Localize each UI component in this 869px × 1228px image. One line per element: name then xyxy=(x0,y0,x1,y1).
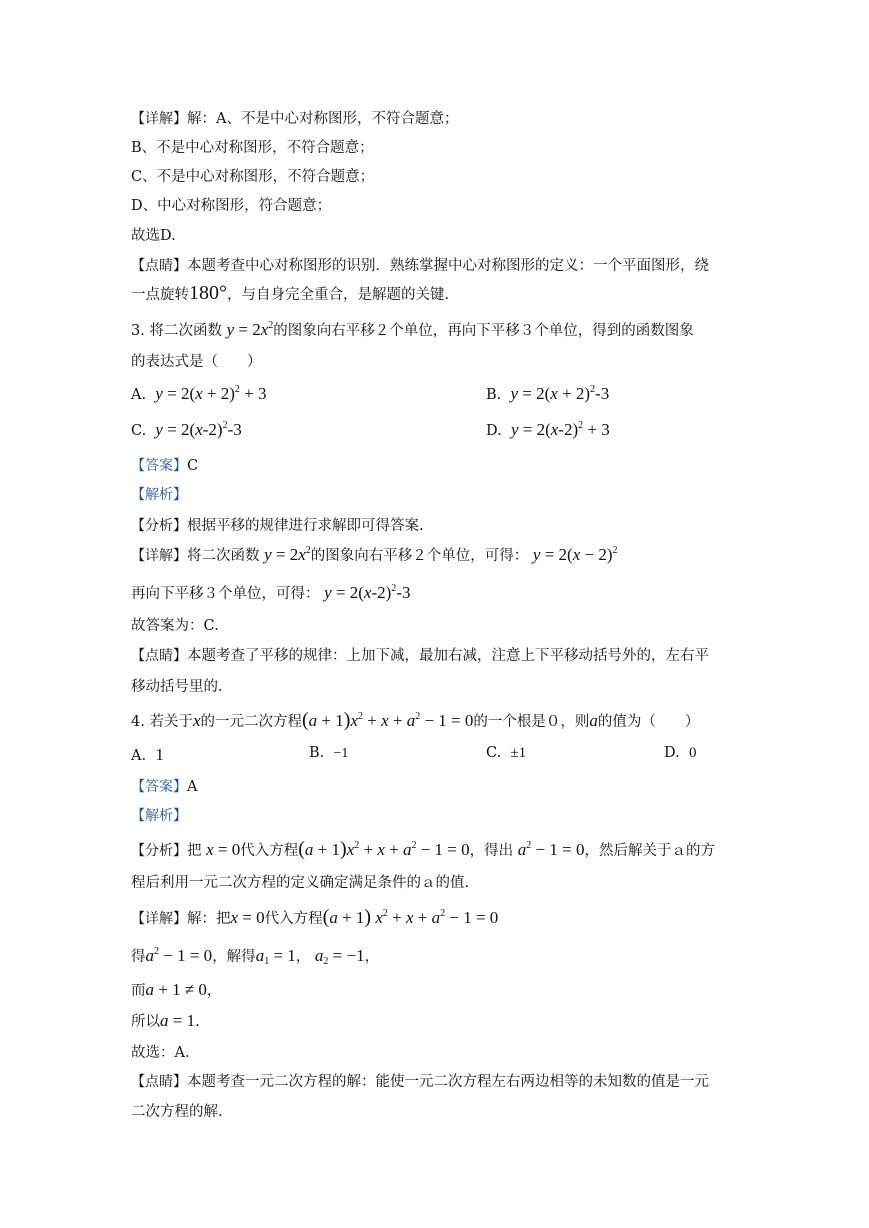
q4-option-b xyxy=(309,745,348,762)
detail-text: 得 xyxy=(131,949,146,965)
option-label: A. xyxy=(131,387,147,403)
q3-comment-line-1 xyxy=(131,644,709,665)
q3-option-d xyxy=(486,420,610,440)
comment-text: ，与自身完全重合，是解题的关键. xyxy=(227,287,450,303)
detail-text: 的图象向右平移２个单位，可得： xyxy=(310,548,529,564)
q4-detail-line-2: 得$a^2 - 1 = 0$，解得$a_1 = 1$， $a_2 = -1$， xyxy=(131,946,380,967)
detail-text: 所以 xyxy=(131,1014,160,1030)
comment-text: 本题考查中心对称图形的识别．熟练掌握中心对称图形的定义：一个平面图形，绕 xyxy=(187,258,709,274)
q4-option-c xyxy=(486,745,526,762)
q2-comment-line-1 xyxy=(131,254,709,275)
analyze-text: 把 xyxy=(187,843,202,859)
question-number: 4. xyxy=(131,714,145,730)
comment-text: 本题考查了平移的规律：上加下减，最加右减，注意上下平移动括号外的，左右平 xyxy=(187,648,709,664)
detail-label: 【详解】 xyxy=(131,111,187,127)
stem-text: 的一个根是０，则 xyxy=(473,714,590,730)
root-2: $a_2 = -1$ xyxy=(314,946,365,967)
answer-label: 【答案】 xyxy=(131,779,187,795)
detail-result: $y = 2(x - 2)^2$ xyxy=(532,545,618,564)
q4-analyze-line-2: 程后利用一元二次方程的定义确定满足条件的ａ的值. xyxy=(131,875,470,891)
var-a: a xyxy=(589,711,598,730)
option-expr: 0 xyxy=(688,745,697,761)
q3-stem-line-1 xyxy=(131,319,694,340)
option-label: D. xyxy=(664,745,680,761)
stem-function: $y = 2x^2$ xyxy=(226,320,274,339)
detail-text: ，解得 xyxy=(212,949,256,965)
option-label: C. xyxy=(131,423,147,439)
detail-text: 再向下平移３个单位，可得： xyxy=(131,586,320,602)
angle-math: 180° xyxy=(189,282,227,304)
detail-eq: a + 1 ≠ 0 xyxy=(145,980,207,999)
option-expr: $y = 2(x-2)^2 + 3$ xyxy=(510,420,610,439)
q4-detail-line-3: 而a + 1 ≠ 0， xyxy=(131,980,222,999)
analyze-text: ，然后解关于ａ的方 xyxy=(584,843,715,859)
q2-conclusion: 故选D. xyxy=(131,228,176,244)
q3-option-a xyxy=(131,384,267,404)
q3-comment-line-2: 移动括号里的. xyxy=(131,679,223,695)
q2-comment-line-2 xyxy=(131,282,449,305)
option-expr: $y = 2(x + 2)^2 + 3$ xyxy=(155,384,267,403)
comment-text: 一点旋转 xyxy=(131,287,189,303)
detail-text: 将二次函数 xyxy=(187,548,260,564)
detail-label: 【详解】 xyxy=(131,911,187,927)
q2-line-d: D、中心对称图形，符合题意； xyxy=(131,198,332,214)
q4-option-d xyxy=(664,745,696,762)
stem-text: 若关于 xyxy=(149,714,193,730)
detail-sub: x = 0 xyxy=(230,908,265,927)
q2-line-c: C、不是中心对称图形，不符合题意； xyxy=(131,169,375,185)
analyze-text: ，得出 xyxy=(469,843,514,859)
detail-eq: $a^2 - 1 = 0$ xyxy=(145,946,213,965)
detail-eq: a = 1 xyxy=(160,1011,196,1030)
q2-detail-line xyxy=(131,107,458,128)
q3-analyze-line xyxy=(131,514,424,535)
stem-text: 的图象向右平移２个单位，再向下平移３个单位，得到的函数图象 xyxy=(273,323,694,339)
comment-text: 本题考查一元二次方程的解：能使一元二次方程左右两边相等的未知数的值是一元 xyxy=(187,1074,709,1090)
detail-label: 【详解】 xyxy=(131,548,187,564)
answer-label: 【答案】 xyxy=(131,458,187,474)
q4-answer xyxy=(131,776,197,796)
q4-detail-line-1 xyxy=(131,906,498,929)
q3-answer xyxy=(131,455,198,475)
q4-comment-line-1 xyxy=(131,1070,709,1091)
root-1: $a_1 = 1$ xyxy=(255,946,296,967)
q3-analysis-label: 【解析】 xyxy=(131,487,187,503)
stem-text: 的一元二次方程 xyxy=(200,714,302,730)
option-expr: $y = 2(x + 2)^2-3$ xyxy=(510,384,610,403)
q4-option-a xyxy=(131,745,164,765)
comment-label: 【点睛】 xyxy=(131,648,187,664)
q3-detail-line-1 xyxy=(131,544,618,565)
option-expr: ±1 xyxy=(510,745,527,761)
stem-text: 的值为（ ） xyxy=(597,714,700,730)
answer-value: C xyxy=(187,458,199,474)
analyze-text: 根据平移的规律进行求解即可得答案. xyxy=(187,518,424,534)
option-expr: $y = 2(x-2)^2-3$ xyxy=(155,420,242,439)
var-x: x xyxy=(192,711,201,730)
detail-result: $y = 2(x-2)^2-3$ xyxy=(324,583,411,602)
stem-text: 将二次函数 xyxy=(149,323,222,339)
analyze-result: $a^2 - 1 = 0$ xyxy=(517,840,585,859)
question-number: 3. xyxy=(131,323,145,339)
analyze-equation: $(a + 1)x^2 + x + a^2 - 1 = 0$ xyxy=(298,838,470,860)
comment-label: 【点睛】 xyxy=(131,1074,187,1090)
detail-text: 代入方程 xyxy=(264,911,323,927)
q4-comment-line-2: 二次方程的解. xyxy=(131,1104,223,1120)
stem-equation: $(a + 1)x^2 + x + a^2 - 1 = 0$ xyxy=(302,709,474,731)
q4-analysis-label: 【解析】 xyxy=(131,808,187,824)
q2-line-b: B、不是中心对称图形，不符合题意； xyxy=(131,140,374,156)
detail-equation: (a + 1) $x^2 + x + a^2 - 1 = 0$ xyxy=(322,906,499,928)
option-label: C. xyxy=(486,745,502,761)
analyze-text: 代入方程 xyxy=(240,843,299,859)
option-expr: −1 xyxy=(333,746,349,761)
q3-option-b xyxy=(486,384,609,404)
option-label: D. xyxy=(486,423,502,439)
q4-detail-line-4: 所以a = 1. xyxy=(131,1011,200,1030)
analyze-label: 【分析】 xyxy=(131,843,187,859)
q3-detail-line-2 xyxy=(131,582,410,603)
detail-text: 解：A、不是中心对称图形，不符合题意； xyxy=(187,111,459,127)
comment-label: 【点睛】 xyxy=(131,258,187,274)
q4-stem-line xyxy=(131,709,699,732)
q3-stem-line-2: 的表达式是（ ） xyxy=(131,354,262,370)
q3-option-c xyxy=(131,420,242,440)
analyze-sub: x = 0 xyxy=(206,840,241,859)
q4-conclusion: 故选：A. xyxy=(131,1045,190,1061)
q4-analyze-line-1 xyxy=(131,838,715,861)
q3-conclusion: 故答案为：C. xyxy=(131,618,219,634)
detail-text: 而 xyxy=(131,983,146,999)
option-label: B. xyxy=(486,387,502,403)
option-label: A. xyxy=(131,748,147,764)
detail-text: 解：把 xyxy=(187,911,231,927)
option-label: B. xyxy=(309,745,325,761)
answer-value: A xyxy=(187,779,198,795)
analyze-label: 【分析】 xyxy=(131,518,187,534)
option-expr: 1 xyxy=(155,745,164,764)
detail-function: $y = 2x^2$ xyxy=(264,545,311,564)
